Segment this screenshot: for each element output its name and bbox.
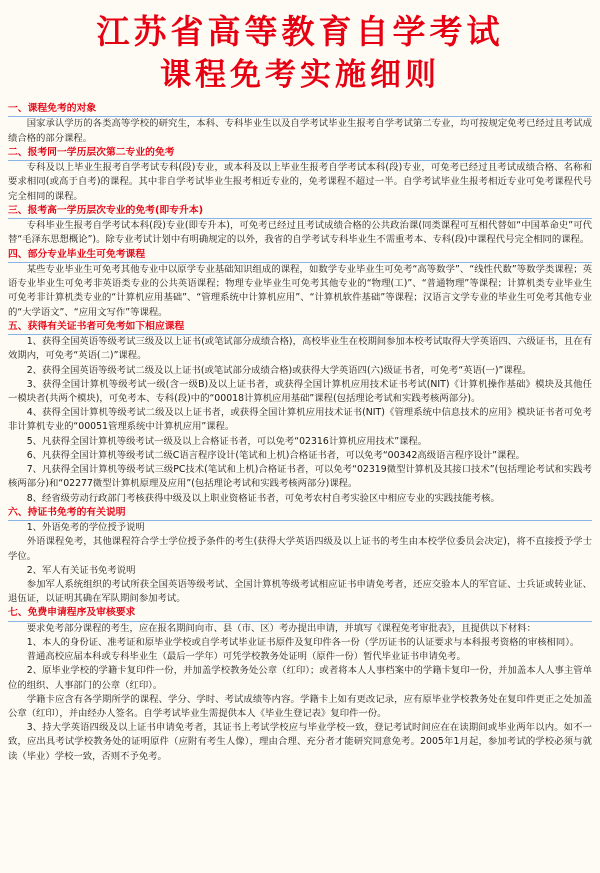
section-paragraph: 3、持大学英语四级及以上证书申请免考者，其证书上考试学校应与毕业学校一致，登记考试时间应在在读期间或毕业两年以内。如不一致，应出具考试学校教务处的证明原件（应附有考生人像），理由合理、充分者才能研究同意免考。2005年1月起，参加考试的学校必须与就读（毕业）学校一致，否则不予免考。 <box>8 722 592 762</box>
section-paragraph: 要求免考部分课程的考生，应在报名期间向市、县（市、区）考办提出申请，并填写《课程免考审批表》，且提供以下材料： <box>26 622 536 634</box>
section-paragraph: 学籍卡应含有各学期所学的课程、学分、学时、考试成绩等内容。学籍卡上如有更改记录，应有原毕业学校教务处在复印件更正之处加盖公章（红印），并由经办人签名。自学考试毕业生需提供本人《毕业生登记表》复印件一份。 <box>8 693 592 719</box>
section-paragraph: 专科毕业生报考自学考试本科(段)专业(即专升本)，可免考已经过且考试成绩合格的公共政治课(同类课程可互相代替如“中国革命史”可代替“毛泽东思想概论”)。除专业考试计划中有明确规定的以外，我省的自学考试专科毕业生不需重考本、专科(段)中课程代号完全相同的课程。 <box>8 220 592 246</box>
section-heading: 六、持证书免考的有关说明 <box>8 506 592 521</box>
section-heading: 一、课程免考的对象 <box>8 102 592 117</box>
section-paragraph: 某些专业毕业生可免考其他专业中以原学专业基础知识组成的课程，如数学专业毕业生可免考“高等数学”、“线性代数”等数学类课程；英语专业毕业生可免考非英语类专业的公共英语课程；物理专业毕业生可免考其他专业的“物理(工)”、“普通物理”等课程；计算机类专业毕业生可免考非计算机类专业的“计算机应用基础”、“管理系统中计算机应用”、“计算机软件基础”等课程；汉语言文学专业的毕业生可免考其他专业的“大学语文”、“应用文写作”等课程。 <box>8 264 592 318</box>
section-paragraph: 1、本人的身份证、准考证和原毕业学校或自学考试毕业证书原件及复印件各一份（学历证书的认证要求与本科报考资格的审核相同）。 <box>26 636 580 648</box>
section-heading: 七、免费申请程序及审核要求 <box>8 606 592 621</box>
section-paragraph: 1、获得全国英语等级考试三级及以上证书(或笔试部分成绩合格)，高校毕业生在校期间参加本校考试取得大学英语四、六级证书，且在有效期内，可免考“英语(二)”课程。 <box>8 336 592 362</box>
section-heading: 五、获得有关证书者可免考如下相应课程 <box>8 320 592 335</box>
section-paragraph: 专科及以上毕业生报考自学考试专科(段)专业，或本科及以上毕业生报考自学考试本科(段)专业，可免考已经过且考试成绩合格、名称和要求相同(或高于自考)的课程。其中非自学考试毕业生报考相近专业的，免考课程不超过一半。自学考试毕业生报考相近专业可免考课程代号完全相同的课程。 <box>8 162 592 202</box>
section-paragraph: 外语课程免考，其他课程符合学士学位授予条件的考生(获得大学英语四级及以上证书的考生由本校学位委员会决定)，将不直接授予学士学位。 <box>8 536 592 562</box>
document-subtitle: 课程免考实施细则 <box>160 57 440 93</box>
section-paragraph: 2、获得全国英语等级考试二级及以上证书(或笔试部分成绩合格)或获得大学英语四(六)级证书者，可免考“英语(一)”课程。 <box>26 364 532 376</box>
section-paragraph: 5、凡获得全国计算机等级考试一级及以上合格证书者，可以免考“02316计算机应用技术”课程。 <box>26 435 428 447</box>
section-paragraph: 普通高校应届本科或专科毕业生（最后一学年）可凭学校教务处证明（原件一份）暂代毕业证书申请免考。 <box>26 651 466 663</box>
document-title: 江苏省高等教育自学考试 <box>96 12 504 51</box>
section-paragraph: 7、凡获得全国计算机等级考试三级PC技术(笔试和上机)合格证书者，可以免考“02319微型计算机及其接口技术”(包括理论考试和实践考核两部分)和“02277微型计算机原理及应用”(包括理论考试和实践考核两部分)课程。 <box>8 464 592 490</box>
section-paragraph: 参加军人系统组织的考试所获全国英语等级考试、全国计算机等级考试相应证书申请免考者，还应交验本人的军官证、士兵证或转业证、退伍证，以证明其确在军队期间参加考试。 <box>8 578 592 605</box>
section-paragraph: 国家承认学历的各类高等学校的研究生，本科、专科毕业生以及自学考试毕业生报考自学考试第二专业，均可按规定免考已经过且考试成绩合格的部分课程。 <box>8 118 592 144</box>
section-paragraph: 8、经省级劳动行政部门考核获得中级及以上职业资格证书者，可免考农村自考实验区中相应专业的实践技能考核。 <box>26 492 500 504</box>
section-paragraph: 6、凡获得全国计算机等级考试二级C语言程序设计(笔试和上机)合格证书者，可以免考“00342高级语言程序设计”课程。 <box>26 449 526 461</box>
section-paragraph: 2、军人有关证书免考说明 <box>26 564 136 576</box>
section-paragraph: 4、获得全国计算机等级考试二级及以上证书者，或获得全国计算机应用技术证书(NIT)《管理系统中信息技术的应用》模块证书者可免考非计算机专业的“00051管理系统中计算机应用”课程。 <box>8 407 592 433</box>
section-paragraph: 2、原毕业学校的学籍卡复印件一份，并加盖学校教务处公章（红印）；或者将本人人事档案中的学籍卡复印一份，并加盖本人人事主管单位的组织、人事部门的公章（红印）。 <box>8 665 592 691</box>
section-heading: 三、报考高一学历层次专业的免考(即专升本) <box>8 204 592 219</box>
section-paragraph: 3、获得全国计算机等级考试一级(含一级B)及以上证书者，或获得全国计算机应用技术证书考试(NIT)《计算机操作基础》模块及其他任一模块者(共两个模块)，可免考本、专科(段)中的“00018计算机应用基础”课程(包括理论考试和实践考核两部分)。 <box>8 378 592 405</box>
section-heading: 四、部分专业毕业生可免考课程 <box>8 248 592 263</box>
section-paragraph: 1、外语免考的学位授予说明 <box>26 522 145 534</box>
section-heading: 二、报考同一学历层次第二专业的免考 <box>8 146 592 161</box>
document-body <box>8 102 592 764</box>
